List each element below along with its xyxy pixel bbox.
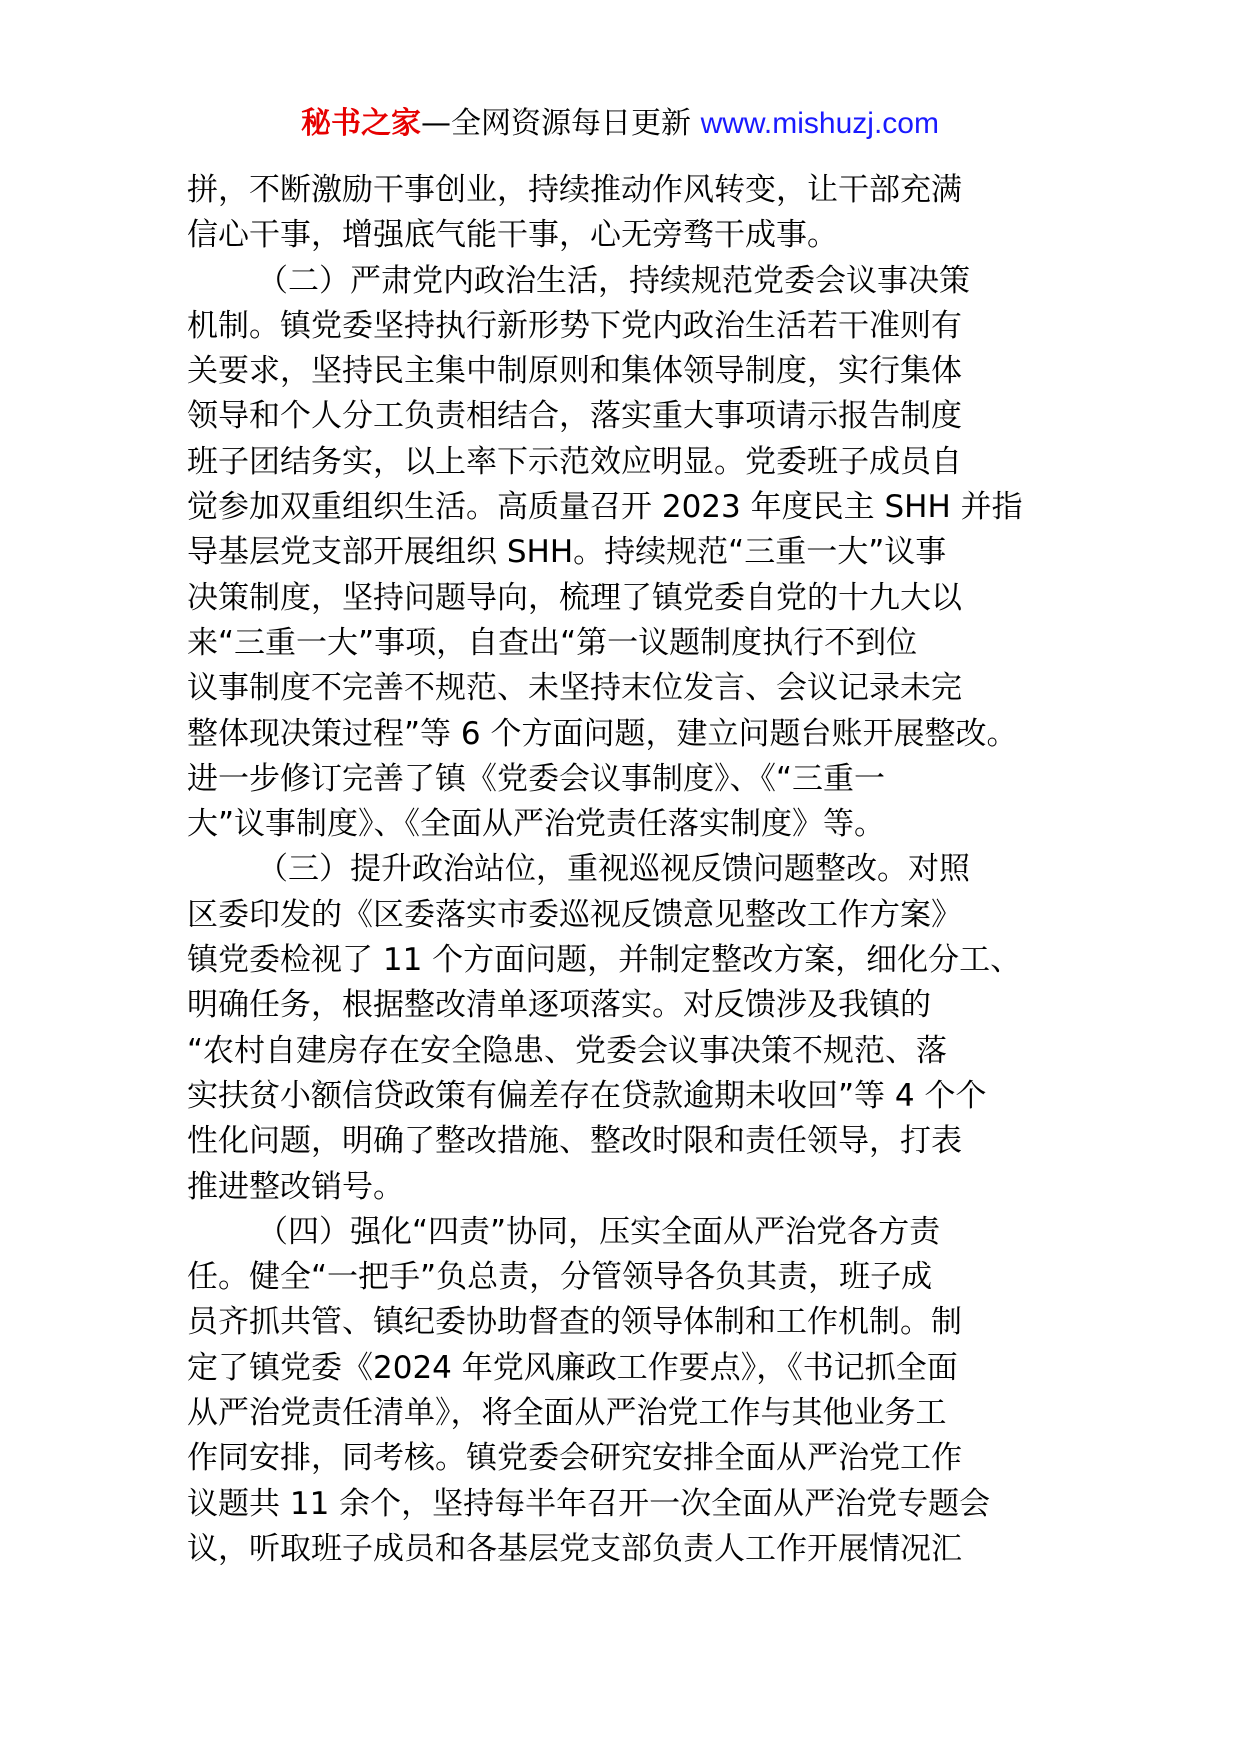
- text-line: 议题共 11 余个，坚持每半年召开一次全面从严治党专题会: [187, 1485, 991, 1522]
- text-line: 来“三重一大”事项，自查出“第一议题制度执行不到位: [187, 624, 918, 661]
- site-header: [0, 100, 1240, 148]
- text-line: 关要求，坚持民主集中制原则和集体领导制度，实行集体: [187, 353, 962, 390]
- text-line: 明确任务，根据整改清单逐项落实。对反馈涉及我镇的: [187, 987, 931, 1024]
- text-line: 定了镇党委《2024 年党风廉政工作要点》，《书记抓全面: [187, 1349, 958, 1386]
- text-line: 议事制度不完善不规范、未坚持末位发言、会议记录未完: [187, 670, 962, 707]
- text-line: 大”议事制度》、《全面从严治党责任落实制度》等。: [187, 806, 886, 843]
- text-line: 觉参加双重组织生活。高质量召开 2023 年度民主 SHH 并指: [187, 489, 1023, 526]
- text-line: 作同安排，同考核。镇党委会研究安排全面从严治党工作: [187, 1440, 962, 1477]
- text-line: 性化问题，明确了整改措施、整改时限和责任领导，打表: [187, 1123, 962, 1160]
- text-line: 班子团结务实，以上率下示范效应明显。党委班子成员自: [187, 443, 962, 480]
- text-line: 机制。镇党委坚持执行新形势下党内政治生活若干准则有: [187, 307, 962, 344]
- text-line: 决策制度，坚持问题导向，梳理了镇党委自党的十九大以: [187, 579, 962, 616]
- document-body: [187, 168, 1055, 1572]
- text-line: 员齐抓共管、镇纪委协助督查的领导体制和工作机制。制: [187, 1304, 962, 1341]
- text-line: 实扶贫小额信贷政策有偏差存在贷款逾期未收回”等 4 个个: [187, 1077, 987, 1114]
- text-line: 议，听取班子成员和各基层党支部负责人工作开展情况汇: [187, 1530, 962, 1567]
- header-tagline: —全网资源每日更新: [421, 106, 701, 141]
- text-line: “农村自建房存在安全隐患、党委会议事决策不规范、落: [187, 1032, 948, 1069]
- text-line: 任。健全“一把手”负总责，分管领导各负其责，班子成: [187, 1259, 933, 1296]
- text-line: 从严治党责任清单》，将全面从严治党工作与其他业务工: [187, 1395, 947, 1432]
- text-line: （二）严肃党内政治生活，持续规范党委会议事决策: [257, 262, 970, 299]
- site-url-link[interactable]: www.mishuzj.com: [700, 107, 939, 140]
- text-line: 镇党委检视了 11 个方面问题，并制定整改方案，细化分工、: [187, 942, 1022, 979]
- text-line: 信心干事，增强底气能干事，心无旁骛干成事。: [187, 217, 838, 254]
- text-line: 推进整改销号。: [187, 1168, 404, 1205]
- text-line: 整体现决策过程”等 6 个方面问题，建立问题台账开展整改。: [187, 715, 1018, 752]
- text-line: 领导和个人分工负责相结合，落实重大事项请示报告制度: [187, 398, 962, 435]
- text-line: 进一步修订完善了镇《党委会议事制度》、《“三重一: [187, 760, 886, 797]
- text-line: 拼，不断激励干事创业，持续推动作风转变，让干部充满: [187, 172, 962, 208]
- text-line: 区委印发的《区委落实市委巡视反馈意见整改工作方案》: [187, 896, 962, 933]
- text-line: （三）提升政治站位，重视巡视反馈问题整改。对照: [257, 851, 970, 888]
- text-line: （四）强化“四责”协同，压实全面从严治党各方责: [257, 1213, 941, 1250]
- text-line: 导基层党支部开展组织 SHH。持续规范“三重一大”议事: [187, 534, 947, 571]
- brand-name: 秘书之家: [301, 106, 422, 141]
